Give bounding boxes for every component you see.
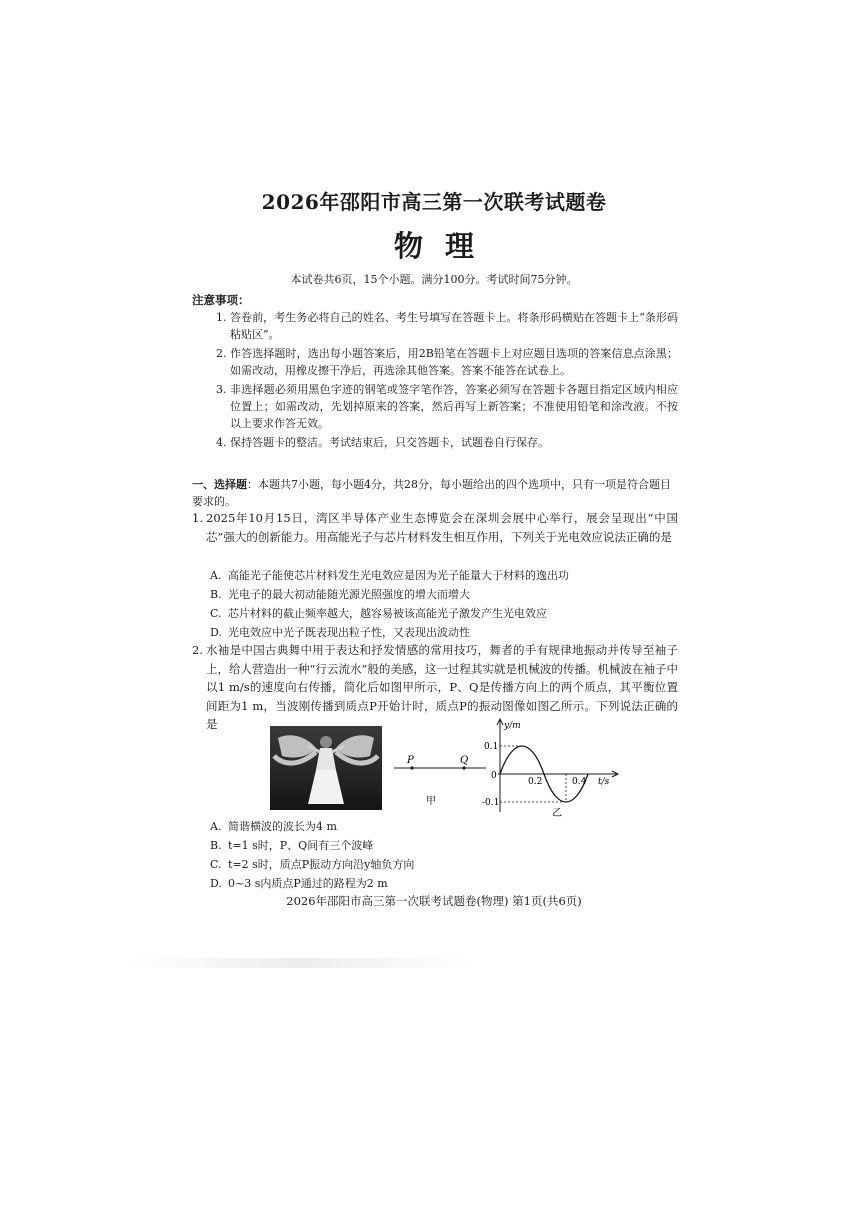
option-label: A. [210, 820, 222, 833]
notice-item-text: 答卷前，考生务必将自己的姓名、考生号填写在答题卡上。将条形码横贴在答题卡上“条形码粘贴区”。 [230, 311, 678, 342]
notice-list [216, 309, 678, 452]
y-axis-label: y/m [504, 721, 521, 731]
figure-yi-caption: 乙 [552, 808, 562, 819]
tick-label-0-2: 0.2 [528, 777, 543, 787]
notice-item-number: 1. [216, 311, 227, 324]
option-text: t=1 s时，P、Q间有三个波峰 [228, 839, 374, 852]
notice-item [216, 309, 678, 344]
option-label: D. [210, 877, 222, 890]
notice-header: 注意事项： [192, 293, 250, 307]
option-b [210, 836, 670, 855]
tick-label-0-4: 0.4 [572, 777, 587, 787]
dancer-figure [270, 726, 382, 810]
question-1-options [210, 566, 670, 642]
option-text: 简谐横波的波长为4 m [228, 820, 337, 833]
option-text: 0~3 s内质点P通过的路程为2 m [228, 877, 388, 890]
page-footer: 2026年邵阳市高三第一次联考试题卷(物理) 第1页(共6页) [286, 894, 582, 908]
section-instructions: ：本题共7小题，每小题4分，共28分，每小题给出的四个选项中，只有一项是符合题目要求的。 [192, 478, 671, 509]
option-text: t=2 s时，质点P振动方向沿y轴负方向 [228, 858, 415, 871]
question-stem: 水袖是中国古典舞中用于表达和抒发情感的常用技巧，舞者的手有规律地振动并传导至袖子上，给人营造出一种“行云流水”般的美感，这一过程其实就是机械波的传播。机械波在袖子中以1 m/s的速度向右传播，简化后如图甲所示，P、Q是传播方向上的两个质点，其平衡位置间距为1 m，当波刚传播到质点P开始计时，质点P的振动图像如图乙所示。下列说法正确的是 [206, 643, 678, 732]
notice-item [216, 345, 678, 380]
subject-title: 物理 [393, 229, 496, 263]
section-choice-heading [192, 476, 678, 511]
notice-item-text: 非选择题必须用黑色字迹的钢笔或签字笔作答，答案必须写在答题卡各题目指定区域内相应位置上；如需改动，先划掉原来的答案，然后再写上新答案；不准使用铅笔和涂改液。不按以上要求作答无效。 [230, 382, 678, 431]
exam-title: 2026年邵阳市高三第一次联考试题卷 [261, 190, 607, 214]
option-label: B. [210, 839, 222, 852]
dancer-photo [270, 726, 382, 810]
x-axis-label: t/s [598, 777, 610, 787]
option-a [210, 566, 670, 585]
y-min-label: -0.1 [482, 798, 500, 808]
option-label: C. [210, 858, 222, 871]
y-max-label: 0.1 [484, 742, 499, 752]
question-number: 2. [192, 643, 203, 657]
section-title: 一、选择题 [192, 478, 247, 491]
point-q-label: Q [460, 755, 469, 766]
figure-jia [390, 716, 490, 816]
notice-item-number: 4. [216, 435, 227, 449]
option-label: C. [210, 607, 222, 620]
question-2-options [210, 817, 670, 893]
option-c [210, 855, 670, 874]
point-p-label: P [407, 755, 414, 766]
option-d [210, 874, 670, 893]
option-label: B. [210, 588, 222, 601]
option-label: A. [210, 569, 222, 582]
option-text: 光电效应中光子既表现出粒子性，又表现出波动性 [228, 626, 470, 639]
option-text: 光电子的最大初动能随光源光照强度的增大而增大 [228, 588, 470, 601]
option-text: 高能光子能使芯片材料发生光电效应是因为光子能量大于材料的逸出功 [228, 569, 569, 582]
question-1 [192, 509, 678, 546]
option-c [210, 604, 670, 623]
question-number: 1. [192, 511, 203, 525]
option-d [210, 623, 670, 642]
exam-intro: 本试卷共6页，15个小题。满分100分。考试时间75分钟。 [290, 273, 578, 286]
figure-yi [482, 716, 624, 819]
option-b [210, 585, 670, 604]
origin-label: 0 [491, 771, 497, 781]
option-a [210, 817, 670, 836]
notice-item [216, 381, 678, 433]
question-2-figures [270, 716, 630, 819]
notice-item-text: 保持答题卡的整洁。考试结束后，只交答题卡，试题卷自行保存。 [230, 435, 549, 449]
scan-smudge [130, 958, 470, 968]
figure-jia-caption: 甲 [426, 796, 436, 807]
option-text: 芯片材料的截止频率越大，越容易被该高能光子激发产生光电效应 [228, 607, 547, 620]
option-label: D. [210, 626, 222, 639]
notice-item-number: 2. [216, 346, 227, 360]
notice-item-text: 作答选择题时，选出每小题答案后，用2B铅笔在答题卡上对应题目选项的答案信息点涂黑；如需改动，用橡皮擦干净后，再选涂其他答案。答案不能答在试卷上。 [230, 346, 678, 378]
notice-item-number: 3. [216, 382, 227, 396]
notice-item [216, 434, 678, 451]
question-stem: 2025年10月15日，湾区半导体产业生态博览会在深圳会展中心举行，展会呈现出“中国芯”强大的创新能力。用高能光子与芯片材料发生相互作用，下列关于光电效应说法正确的是 [206, 511, 678, 544]
